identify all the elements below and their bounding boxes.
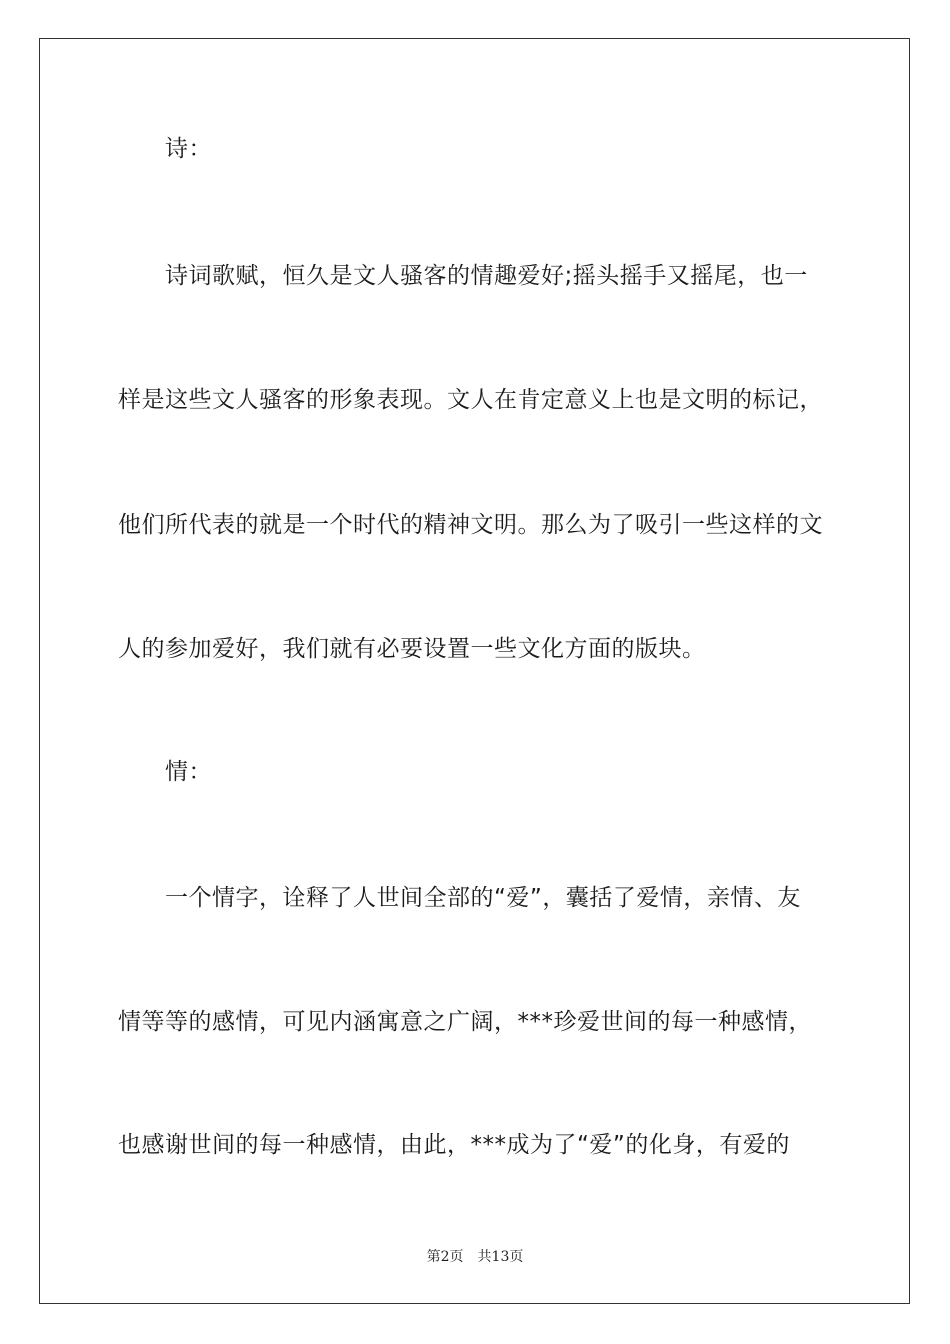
page-number-current: 第2页 (426, 1249, 464, 1265)
paragraph-line: 诗词歌赋，恒久是文人骚客的情趣爱好;摇头摇手又摇尾，也一 (165, 263, 808, 289)
paragraph-line: 人的参加爱好，我们就有必要设置一些文化方面的版块。 (118, 636, 706, 662)
page-footer (0, 1247, 950, 1267)
page-frame (39, 38, 910, 1304)
paragraph-line: 一个情字，诠释了人世间全部的“爱”，囊括了爱情，亲情、友 (165, 885, 801, 911)
page-number-total: 共13页 (477, 1249, 524, 1265)
paragraph-line: 他们所代表的就是一个时代的精神文明。那么为了吸引一些这样的文 (118, 512, 823, 538)
paragraph-line: 样是这些文人骚客的形象表现。文人在肯定意义上也是文明的标记， (118, 387, 823, 413)
section-heading-emotion: 情： (165, 759, 212, 785)
paragraph-line: 也感谢世间的每一种感情，由此，***成为了“爱”的化身，有爱的 (118, 1132, 790, 1158)
paragraph-line: 情等等的感情，可见内涵寓意之广阔，***珍爱世间的每一种感情， (118, 1009, 812, 1035)
section-heading-poetry: 诗： (165, 136, 212, 162)
